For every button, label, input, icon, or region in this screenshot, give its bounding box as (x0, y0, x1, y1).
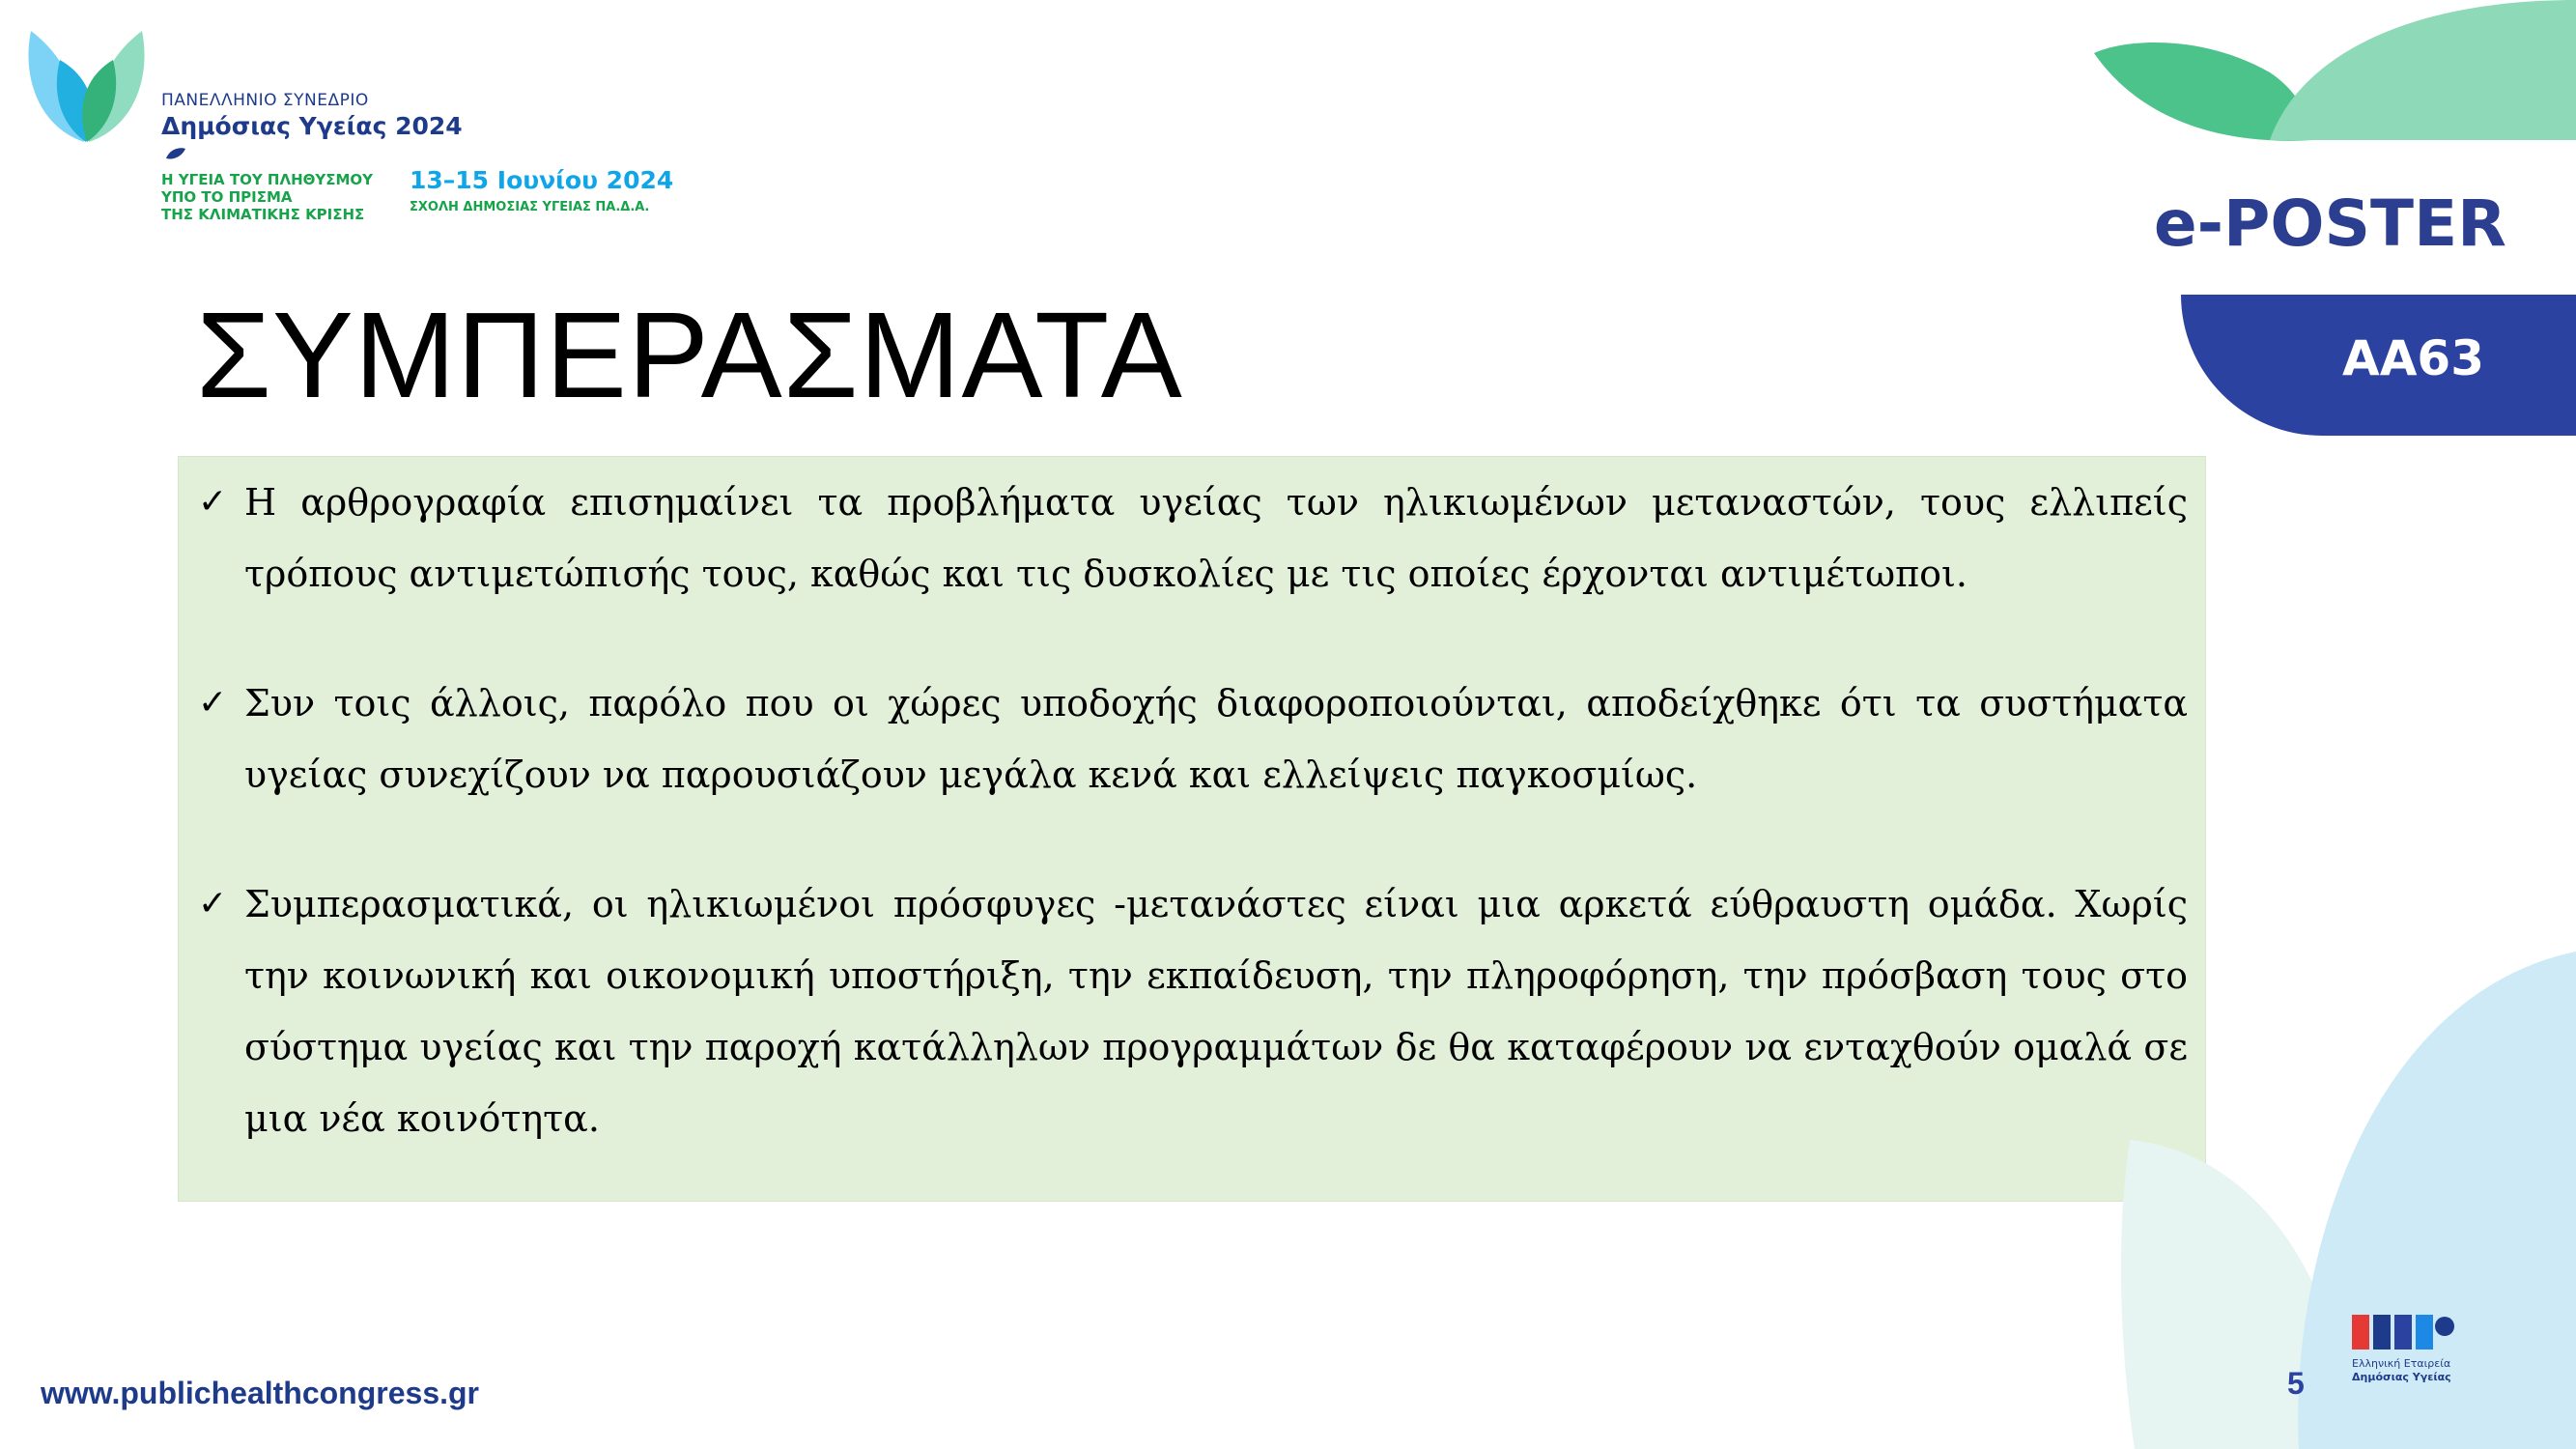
bullet-text: Συν τοις άλλοις, παρόλο που οι χώρες υποδοχής διαφοροποιούνται, αποδείχθηκε ότι τα συστήματα υγείας συνεχίζουν να παρουσιάζουν μεγάλα κενά και ελλείψεις παγκοσμίως. (244, 682, 2188, 796)
theme-line-3: ΤΗΣ ΚΛΙΜΑΤΙΚΗΣ ΚΡΙΣΗΣ (161, 206, 365, 223)
eposter-label: e-POSTER (2153, 186, 2506, 261)
society-name-line-2: Δημόσιας Υγείας (2352, 1371, 2451, 1383)
bullet-text: Συμπερασματικά, οι ηλικιωμένοι πρόσφυγες -μετανάστες είναι μια αρκετά εύθραυστη ομάδα. Χωρίς την κοινωνική και οικονομική υποστήριξη, την εκπαίδευση, την πληροφόρηση, την πρόσβαση τους στο σύστημα υγείας και την παροχή κατάλληλων προγραμμάτων δε θα καταφέρουν να ενταχθούν ομαλά σε μια νέα κοινότητα. (244, 883, 2188, 1140)
leaves-decoration-top (2086, 0, 2576, 145)
bullet-item (198, 668, 2188, 810)
congress-venue: ΣΧΟΛΗ ΔΗΜΟΣΙΑΣ ΥΓΕΙΑΣ ΠΑ.Δ.Α. (410, 200, 650, 214)
society-name-line-1: Ελληνική Εταιρεία (2352, 1357, 2451, 1370)
slide-title: ΣΥΜΠΕΡΑΣΜΑΤΑ (196, 287, 1183, 423)
conclusions-box (178, 456, 2206, 1202)
theme-line-1: Η ΥΓΕΙΑ ΤΟΥ ΠΛΗΘΥΣΜΟΥ (161, 171, 374, 188)
check-icon: ✓ (198, 884, 228, 923)
congress-dates: 13–15 Ιουνίου 2024 (410, 166, 674, 194)
check-icon: ✓ (198, 683, 228, 723)
page-number: 5 (2287, 1366, 2305, 1401)
leaf-dot-icon (164, 147, 187, 160)
congress-title: Δημόσιας Υγείας 2024 (161, 112, 463, 140)
congress-small-label: ΠΑΝΕΛΛΗΝΙΟ ΣΥΝΕΔΡΙΟ (161, 91, 369, 110)
website-link[interactable]: www.publichealthcongress.gr (41, 1376, 479, 1410)
bullet-text: Η αρθρογραφία επισημαίνει τα προβλήματα υγείας των ηλικιωμένων μεταναστών, τους ελλιπείς τρόπους αντιμετώπισής τους, καθώς και τις δυσκολίες με τις οποίες έρχονται αντιμέτωποι. (244, 481, 2188, 595)
bullet-item (198, 868, 2188, 1154)
theme-line-2: ΥΠΟ ΤΟ ΠΡΙΣΜΑ (161, 188, 293, 206)
congress-theme (161, 171, 373, 223)
congress-logo (21, 21, 678, 234)
check-icon: ✓ (198, 482, 228, 522)
bullet-item (198, 467, 2188, 610)
poster-code: AA63 (2342, 330, 2484, 386)
society-emblem-icon (2352, 1309, 2458, 1355)
society-logo (2342, 1309, 2468, 1386)
leaf-logo-icon (21, 21, 152, 147)
